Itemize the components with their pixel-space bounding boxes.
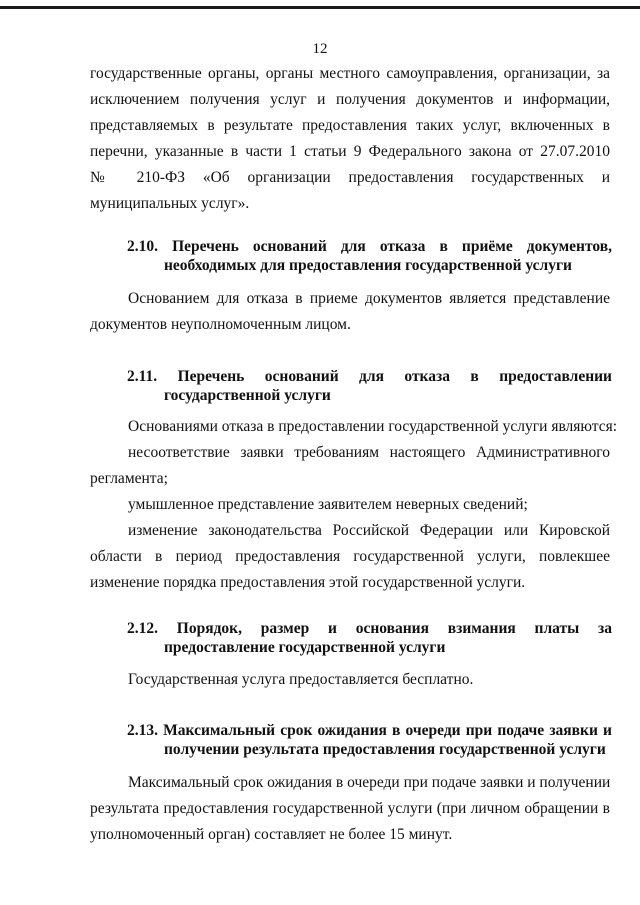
text-line: умышленное представление заявителем неверных сведений; <box>128 496 528 513</box>
heading-line: 2.13. Максимальный срок ожидания в очереди при подаче заявки и <box>127 722 612 739</box>
text-line: регламента; <box>90 470 168 487</box>
text-line: документов неуполномоченным лицом. <box>90 316 351 333</box>
text-line: изменение законодательства Российской Федерации или Кировской <box>128 522 610 539</box>
text-line: представляемых в результате предоставления таких услуг, включенных в <box>90 117 610 134</box>
section-2-12-body <box>90 667 610 693</box>
heading-line: предоставление государственной услуги <box>164 639 446 656</box>
text-line: исключением получения услуг и получения документов и информации, <box>90 91 610 108</box>
section-2-11-body <box>90 414 618 596</box>
section-2-12-heading <box>127 619 612 657</box>
intro-paragraph <box>90 61 610 217</box>
section-2-10-body <box>90 286 610 338</box>
heading-line: необходимых для предоставления государственной услуги <box>164 257 572 274</box>
heading-line: государственной услуги <box>164 387 331 404</box>
page-number: 12 <box>312 41 328 57</box>
section-2-10-heading <box>127 237 612 275</box>
heading-line: 2.10. Перечень оснований для отказа в приёме документов, <box>127 238 612 255</box>
top-border-line <box>0 6 640 9</box>
text-line: области в период предоставления государственной услуги, повлекшее <box>90 548 610 565</box>
text-line: № 210-ФЗ «Об организации предоставления государственных и <box>90 169 610 186</box>
text-line: перечни, указанные в части 1 статьи 9 Федерального закона от 27.07.2010 <box>90 143 610 160</box>
text-line: Государственная услуга предоставляется бесплатно. <box>128 671 474 688</box>
text-line: результата предоставления государственной услуги (при личном обращении в <box>90 800 610 817</box>
text-line: муниципальных услуг». <box>90 195 250 212</box>
heading-line: получении результата предоставления государственной услуги <box>164 741 606 758</box>
section-2-11-heading <box>127 367 612 405</box>
heading-line: 2.12. Порядок, размер и основания взимания платы за <box>127 620 612 637</box>
text-line: государственные органы, органы местного самоуправления, организации, за <box>90 65 610 82</box>
text-line: Максимальный срок ожидания в очереди при подаче заявки и получении <box>128 774 611 791</box>
text-line: несоответствие заявки требованиям настоящего Административного <box>128 444 610 461</box>
heading-line: 2.11. Перечень оснований для отказа в предоставлении <box>127 368 612 385</box>
section-2-13-body <box>90 770 610 848</box>
text-line: Основаниями отказа в предоставлении государственной услуги являются: <box>128 418 618 435</box>
text-line: уполномоченный орган) составляет не более 15 минут. <box>90 826 453 843</box>
section-2-13-heading <box>127 721 612 759</box>
text-line: изменение порядка предоставления этой государственной услуги. <box>90 574 526 591</box>
text-line: Основанием для отказа в приеме документов является представление <box>128 290 610 307</box>
